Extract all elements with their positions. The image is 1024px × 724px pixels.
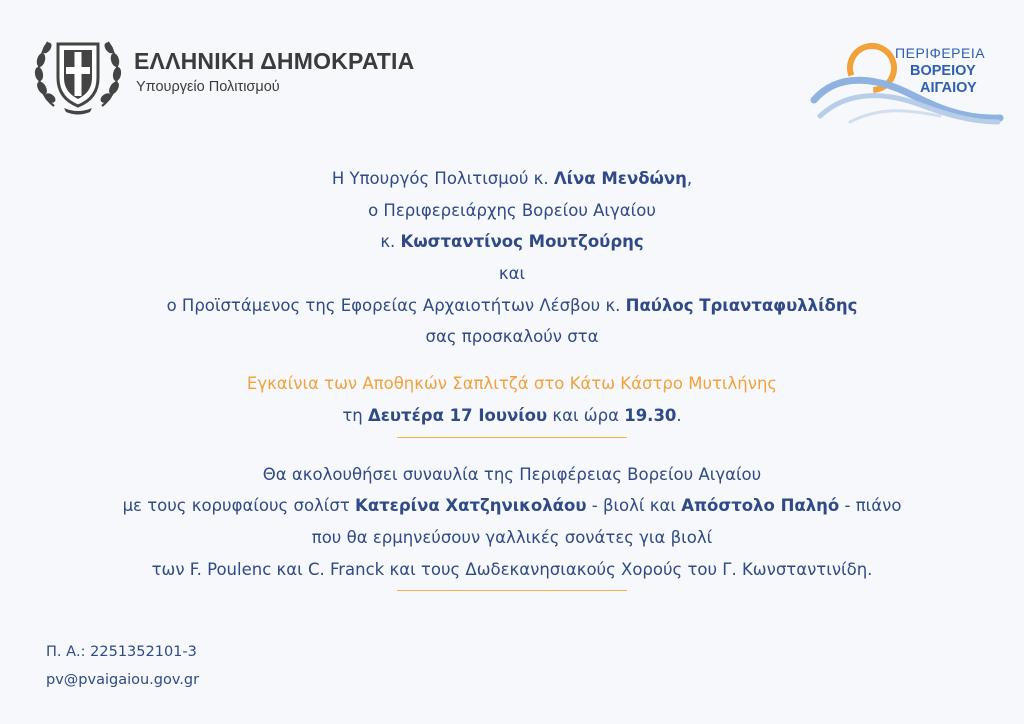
text-segment: - βιολί και [586, 496, 682, 516]
hellenic-republic-emblem-icon [30, 28, 126, 118]
concert-line-4: των F. Poulenc και C. Franck και τους Δωδεκανησιακούς Χορούς του Γ. Κωνσταντινίδη. [151, 559, 873, 579]
event-date-line [60, 400, 964, 432]
text-segment: - πιάνο [839, 496, 902, 516]
gov-title: ΕΛΛΗΝΙΚΗ ΔΗΜΟΚΡΑΤΙΑ [134, 48, 415, 74]
invitation-line-invite: σας προσκαλούν στα [425, 327, 599, 347]
concert-line-1: Θα ακολουθήσει συναυλία της Περιφέρειας Βορείου Αιγαίου [262, 464, 762, 484]
text-segment: κ. [380, 232, 401, 252]
invitation-line-and: και [498, 264, 526, 284]
violinist-name: Κατερίνα Χατζηνικολάου [355, 496, 587, 516]
region-logo [810, 30, 1010, 130]
region-name-line2: ΒΟΡΕΙΟΥ [910, 63, 976, 79]
text-segment: Η Υπουργός Πολιτισμού κ. [331, 169, 554, 188]
divider-bottom [397, 590, 627, 591]
region-name-line3: ΑΙΓΑΙΟΥ [920, 80, 977, 96]
invitation-line-governor [60, 226, 964, 258]
text-segment: , [686, 169, 693, 188]
governor-name: Κωσταντίνος Μουτζούρης [400, 232, 644, 252]
invitation-body [60, 163, 964, 612]
text-segment: με τους κορυφαίους σολίστ [122, 496, 356, 516]
ministry-subtitle: Υπουργείο Πολιτισμού [136, 79, 280, 95]
rsvp-email[interactable]: pv@pvaigaiou.gov.gr [46, 672, 200, 688]
event-time: 19.30 [624, 405, 677, 425]
text-segment: τη [342, 405, 368, 425]
divider-top [397, 437, 627, 438]
ephorate-head-name: Παύλος Τριανταφυλλίδης [625, 295, 858, 315]
text-segment: και ώρα [547, 405, 625, 425]
concert-line-2 [60, 490, 964, 522]
invitation-line-minister [60, 163, 964, 195]
invitation-line-governor-title: ο Περιφερειάρχης Βορείου Αιγαίου [368, 200, 656, 220]
pianist-name: Απόστολο Παληό [681, 496, 840, 516]
spacer [60, 353, 964, 368]
event-date: Δευτέρα 17 Ιουνίου [367, 405, 548, 425]
ministry-header [30, 28, 430, 123]
concert-line-3: που θα ερμηνεύσουν γαλλικές σονάτες για βιολί [311, 527, 713, 547]
text-segment: . [676, 405, 682, 425]
invitation-line-ephorate [60, 290, 964, 322]
region-name-line1: ΠΕΡΙΦΕΡΕΙΑ [895, 45, 986, 61]
minister-name: Λίνα Μενδώνη [553, 169, 687, 188]
event-title: Εγκαίνια των Αποθηκών Σαπλιτζά στο Κάτω Κάστρο Μυτιλήνης [246, 374, 778, 394]
rsvp-phone: Π. Α.: 2251352101-3 [46, 644, 197, 660]
text-segment: ο Προϊστάμενος της Εφορείας Αρχαιοτήτων Λέσβου κ. [166, 295, 626, 315]
contact-info [46, 638, 199, 694]
